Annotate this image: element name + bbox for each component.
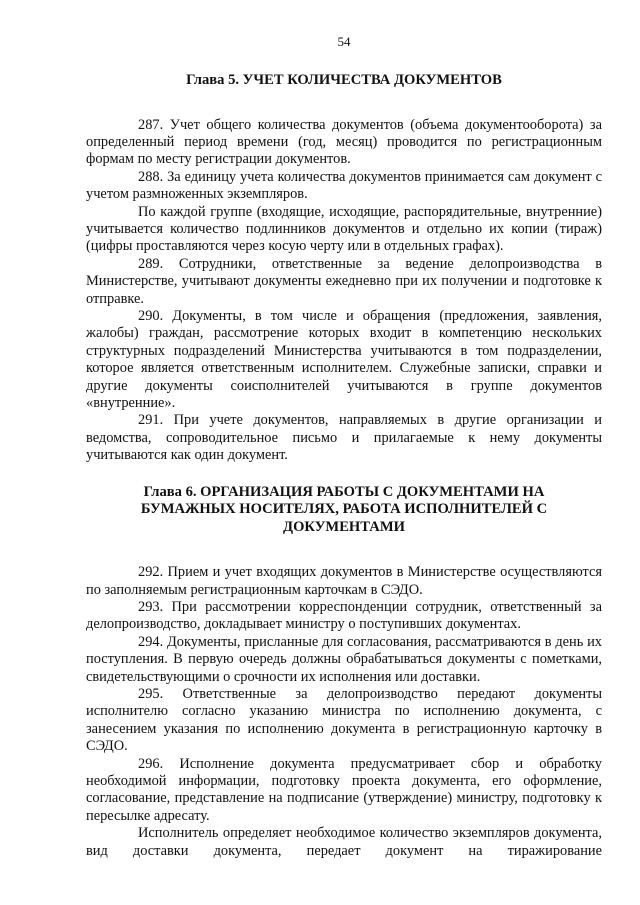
- chapter-6-title-line: ДОКУМЕНТАМИ: [283, 518, 405, 535]
- chapter-6-title: [86, 484, 602, 537]
- paragraph-294: 294. Документы, присланные для согласования, рассматриваются в день их поступления. В первую очередь должны обрабатываться документы с пометками, свидетельствующими о срочности их исполнения или доставки.: [86, 633, 602, 685]
- paragraph-296: 296. Исполнение документа предусматривает сбор и обработку необходимой информации, подготовку проекта документа, его оформление, согласование, представление на подписание (утверждение) министру, подготовку к пересылке адресату.: [86, 755, 602, 824]
- paragraph-288: 288. За единицу учета количества документов принимается сам документ с учетом размноженных экземпляров.: [86, 168, 602, 203]
- page-number: 54: [337, 34, 351, 49]
- chapter-5-body: [86, 117, 602, 465]
- paragraph-293: 293. При рассмотрении корреспонденции сотрудник, ответственный за делопроизводство, докладывает министру о поступивших документах.: [86, 598, 602, 633]
- paragraph-296-continued: Исполнитель определяет необходимое количество экземпляров документа, вид доставки документа, передает документ на тиражирование: [86, 825, 602, 859]
- paragraph-289: 289. Сотрудники, ответственные за ведение делопроизводства в Министерстве, учитывают документы ежедневно при их получении и подготовке к отправке.: [86, 255, 602, 307]
- chapter-6-title-line: БУМАЖНЫХ НОСИТЕЛЯХ, РАБОТА ИСПОЛНИТЕЛЕЙ С: [140, 501, 548, 518]
- chapter-5-title: Глава 5. УЧЕТ КОЛИЧЕСТВА ДОКУМЕНТОВ: [186, 72, 502, 88]
- paragraph-290: 290. Документы, в том числе и обращения (предложения, заявления, жалобы) граждан, рассмотрение которых входит в компетенцию нескольких структурных подразделений Министерства учитываются в том подразделении, которое является ответственным исполнителем. Служебные записки, справки и другие документы соисполнителей учитываются в группе документов «внутренние».: [86, 307, 602, 411]
- paragraph-288-groups: По каждой группе (входящие, исходящие, распорядительные, внутренние) учитывается количество подлинников документов и отдельно их копии (тираж) (цифры проставляются через косую черту или в отдельных графах).: [86, 203, 602, 255]
- chapter-6-title-line: Глава 6. ОРГАНИЗАЦИЯ РАБОТЫ С ДОКУМЕНТАМИ НА: [143, 483, 545, 500]
- paragraph-295: 295. Ответственные за делопроизводство передают документы исполнителю согласно указанию министра по исполнению документа, с занесением указания по исполнению документа в регистрационную карточку в СЭДО.: [86, 685, 602, 755]
- paragraph-287: 287. Учет общего количества документов (объема документооборота) за определенный период времени (год, месяц) проводится по регистрационным формам по месту регистрации документов.: [86, 116, 602, 168]
- paragraph-292: 292. Прием и учет входящих документов в Министерстве осуществляются по заполняемым регистрационным карточкам в СЭДО.: [86, 564, 602, 598]
- chapter-6-body: [86, 564, 602, 860]
- paragraph-291: 291. При учете документов, направляемых в другие организации и ведомства, сопроводительное письмо и прилагаемые к нему документы учитываются как один документ.: [86, 412, 602, 464]
